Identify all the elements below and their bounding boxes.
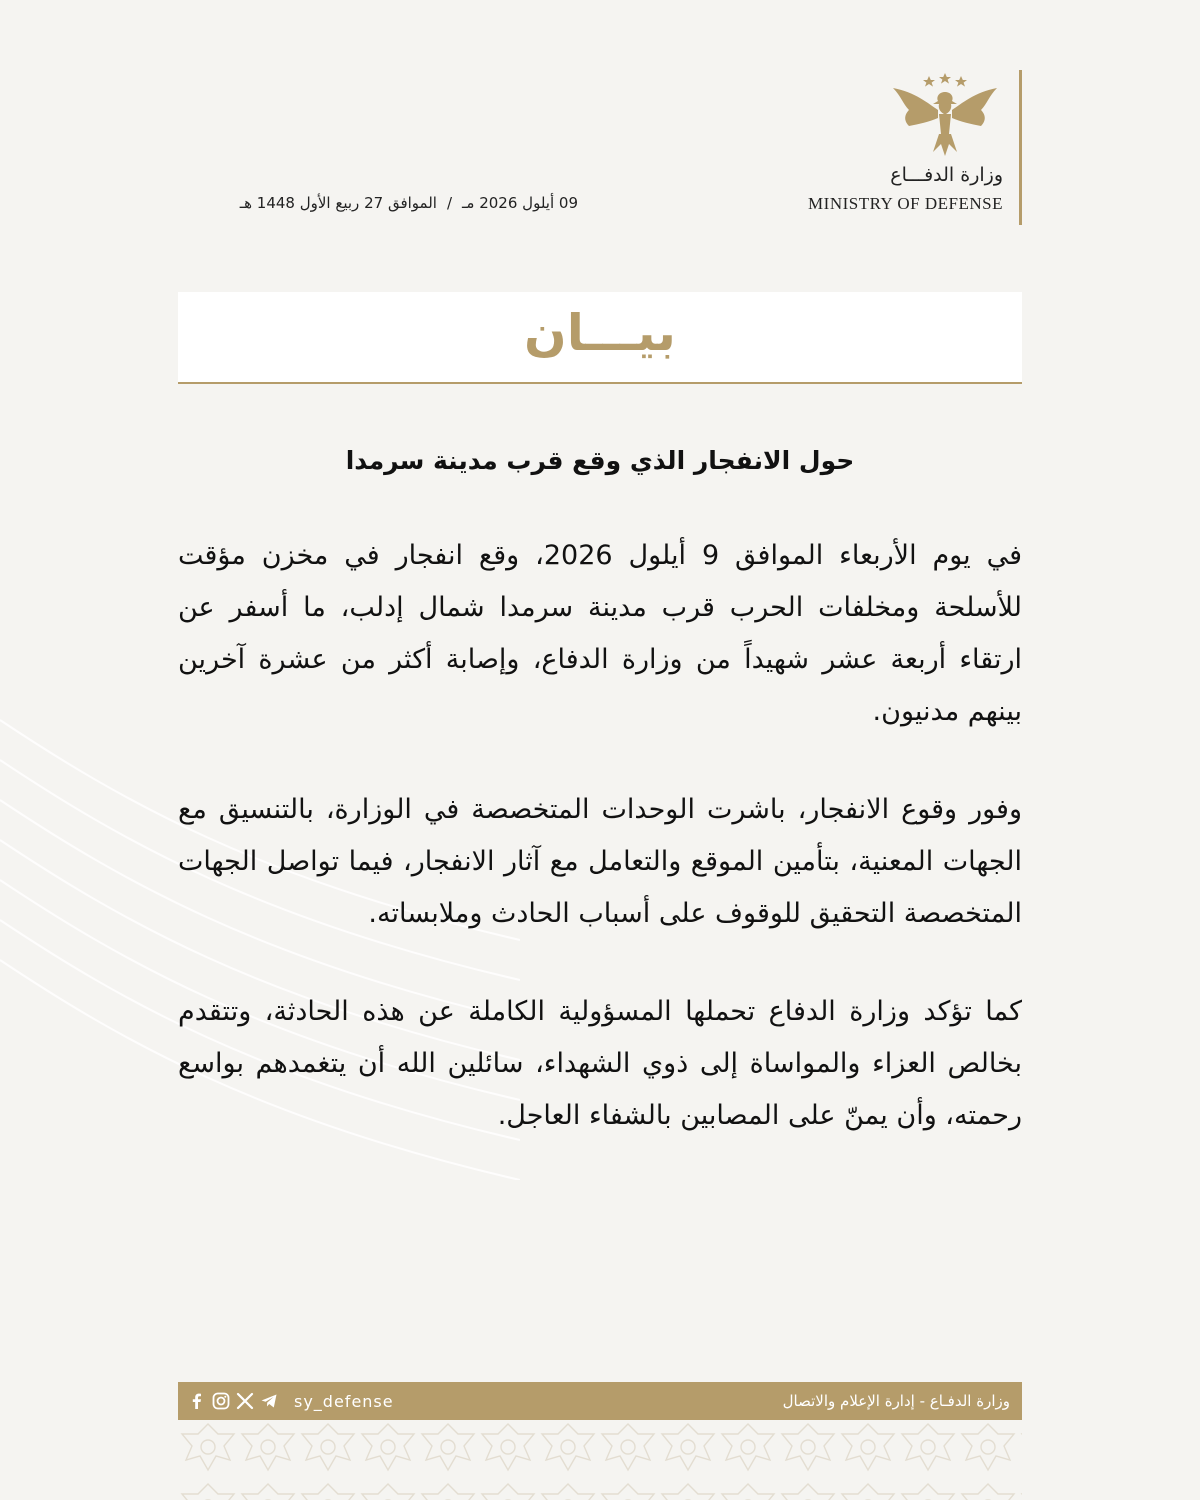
paragraph: في يوم الأربعاء الموافق 9 أيلول 2026، وقع انفجار في مخزن مؤقت للأسلحة ومخلفات الحرب قرب مدينة سرمدا شمال إدلب، ما أسفر عن ارتقاء أربعة عشر شهيداً من وزارة الدفاع، وإصابة أكثر من عشرة آخرين بينهم مدنيون. — [178, 540, 1022, 727]
telegram-icon[interactable] — [260, 1392, 278, 1410]
eagle-emblem-icon — [889, 70, 1001, 160]
statement-body — [178, 530, 1022, 1142]
date-separator: / — [446, 194, 453, 212]
social-links — [188, 1382, 394, 1420]
statement-subheading: حول الانفجار الذي وقع قرب مدينة سرمدا — [345, 446, 855, 475]
ministry-logo-block — [789, 70, 1022, 225]
title-box — [178, 292, 1022, 384]
paragraph: وفور وقوع الانفجار، باشرت الوحدات المتخصصة في الوزارة، بالتنسيق مع الجهات المعنية، بتأمين الموقع والتعامل مع آثار الانفجار، فيما تواصل الجهات المتخصصة التحقيق للوقوف على أسباب الحادث وملابساته. — [178, 794, 1022, 929]
facebook-icon[interactable] — [188, 1392, 206, 1410]
footer-bar — [178, 1382, 1022, 1420]
footer-department: وزارة الدفـاع - إدارة الإعلام والاتصال — [782, 1392, 1010, 1410]
footer-decorative-pattern — [178, 1420, 1022, 1500]
statement-title: بيـــان — [524, 304, 676, 362]
ministry-name-english: MINISTRY OF DEFENSE — [808, 194, 1003, 213]
x-icon[interactable] — [236, 1392, 254, 1410]
instagram-icon[interactable] — [212, 1392, 230, 1410]
date-hijri: الموافق 27 ربيع الأول 1448 هـ — [239, 194, 437, 212]
paragraph: كما تؤكد وزارة الدفاع تحملها المسؤولية الكاملة عن هذه الحادثة، وتتقدم بخالص العزاء والمواساة إلى ذوي الشهداء، سائلين الله أن يتغمدهم بواسع رحمته، وأن يمنّ على المصابين بالشفاء العاجل. — [178, 996, 1022, 1131]
date-line — [178, 194, 578, 212]
header — [178, 70, 1022, 225]
date-gregorian: 09 أيلول 2026 مـ — [462, 194, 578, 212]
social-handle[interactable]: sy_defense — [294, 1391, 394, 1411]
ministry-name-arabic: وزارة الدفـــاع — [890, 164, 1003, 186]
